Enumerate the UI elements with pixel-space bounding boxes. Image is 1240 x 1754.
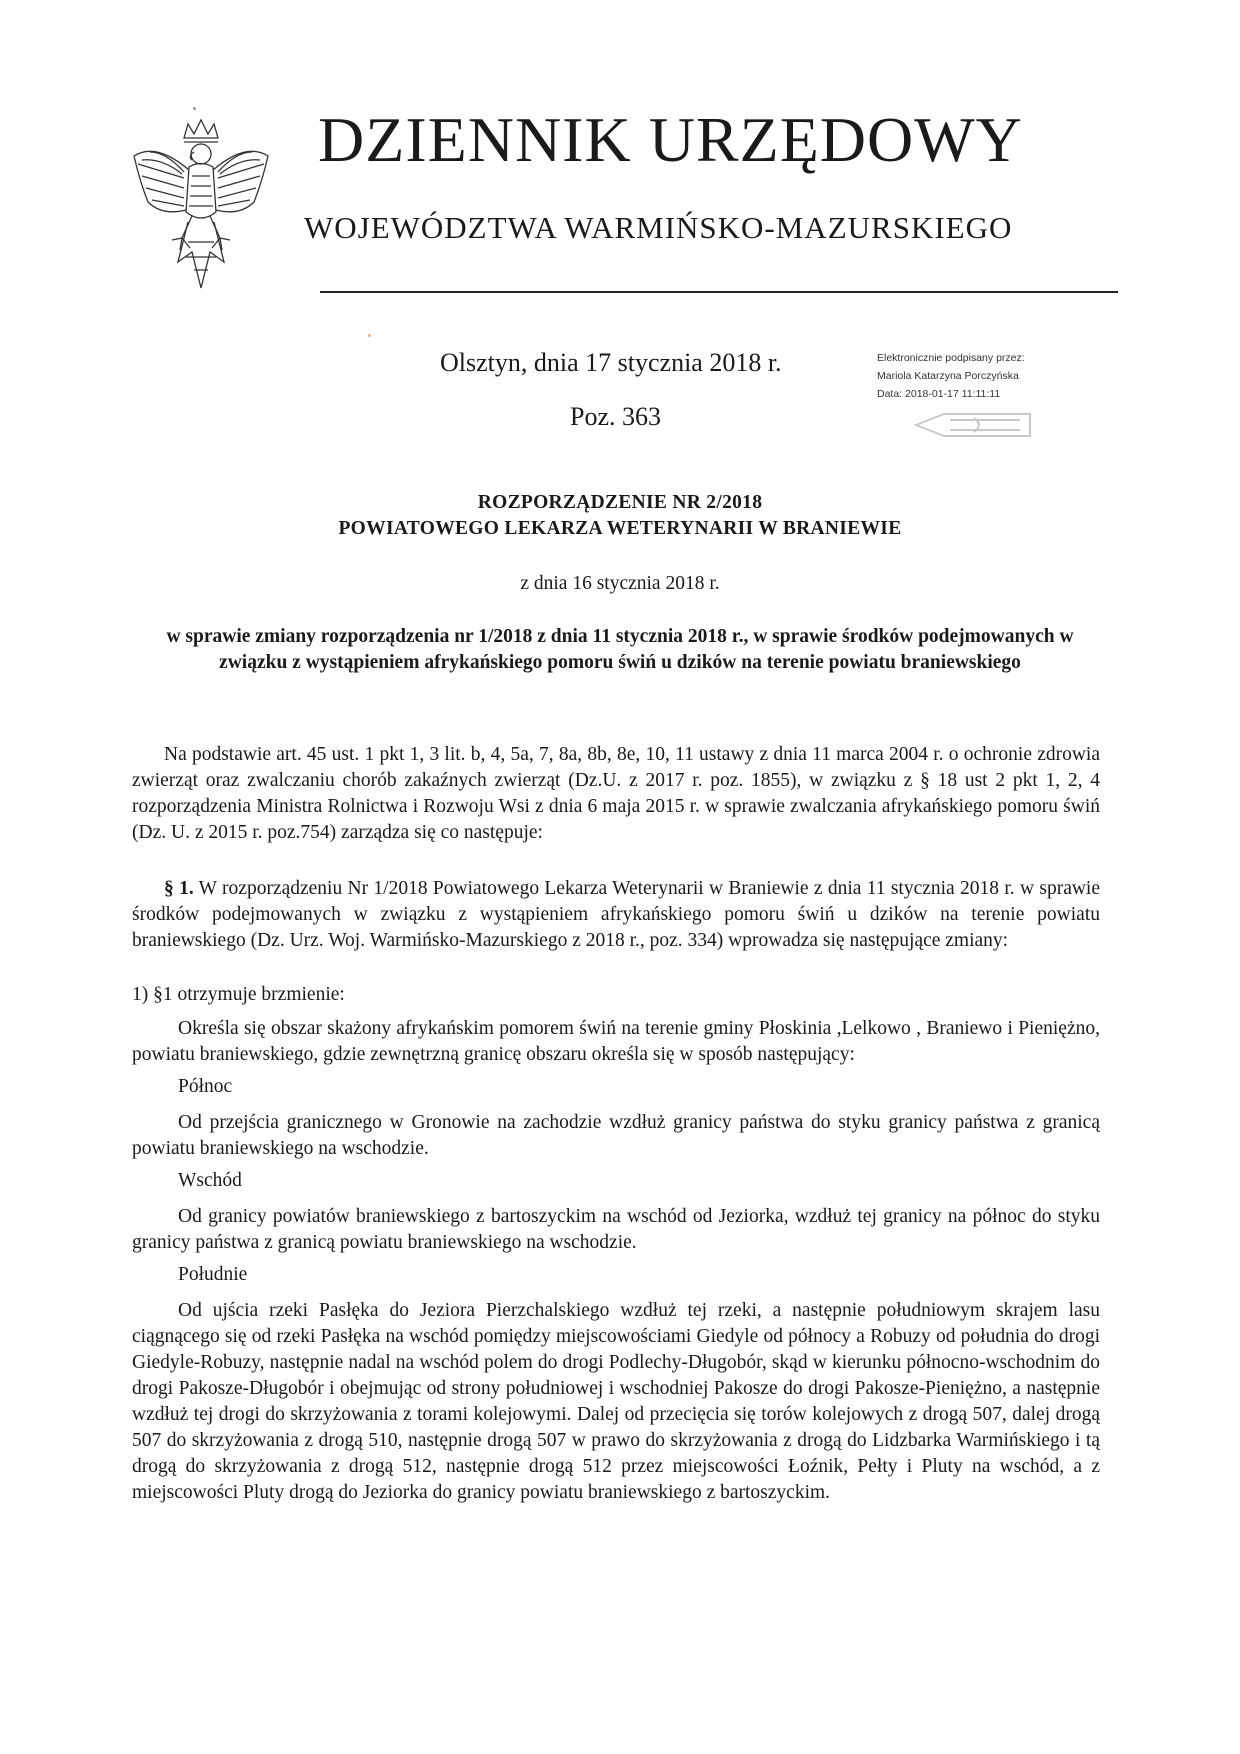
signature-line-signed-by: Elektronicznie podpisany przez: <box>877 352 1025 364</box>
amendment-item-1: 1) §1 otrzymuje brzmienie: <box>132 984 345 1005</box>
journal-title: DZIENNIK URZĘDOWY <box>318 104 1023 175</box>
place-date: Olsztyn, dnia 17 stycznia 2018 r. <box>440 348 782 377</box>
electronic-signature-block <box>877 349 1092 403</box>
journal-subtitle: WOJEWÓDZTWA WARMIŃSKO-MAZURSKIEGO <box>304 210 1013 245</box>
signature-line-signer: Mariola Katarzyna Porczyńska <box>877 370 1019 382</box>
section-1-paragraph <box>132 876 1100 954</box>
position-number: Poz. 363 <box>570 402 661 431</box>
south-label: Południe <box>178 1264 248 1285</box>
act-issuer: POWIATOWEGO LEKARZA WETERYNARII W BRANIEWIE <box>338 518 902 539</box>
section-1-mark: § 1. <box>164 878 194 899</box>
section-1-text: W rozporządzeniu Nr 1/2018 Powiatowego Lekarza Weterynarii w Braniewie z dnia 11 stycznia 2018 r. w sprawie środków podejmowanych w związku z wystąpieniem afrykańskiego pomoru świń u dzików na terenie powiatu braniewskiego (Dz. Urz. Woj. Warmińsko-Mazurskiego z 2018 r., poz. 334) wprowadza się następujące zmiany: <box>132 878 1100 951</box>
legal-basis-paragraph: Na podstawie art. 45 ust. 1 pkt 1, 3 lit. b, 4, 5a, 7, 8a, 8b, 8e, 10, 11 ustawy z dnia 11 marca 2004 r. o ochronie zdrowia zwierząt oraz zwalczaniu chorób zakaźnych zwierząt (Dz.U. z 2017 r. poz. 1855), w związku z § 18 ust 2 pkt 1, 2, 4 rozporządzenia Ministra Rolnictwa i Rozwoju Wsi z dnia 6 maja 2015 r. w sprawie zwalczania afrykańskiego pomoru świń (Dz. U. z 2015 r. poz.754) zarządza się co następuje: <box>132 744 1100 843</box>
act-subject: w sprawie zmiany rozporządzenia nr 1/2018 z dnia 11 stycznia 2018 r., w sprawie środków podejmowanych w związku z wystąpieniem afrykańskiego pomoru świń u dzików na terenie powiatu braniewskiego <box>166 626 1074 673</box>
signature-stamp-icon <box>910 410 1040 440</box>
east-label: Wschód <box>178 1170 242 1191</box>
north-label: Północ <box>178 1076 233 1097</box>
scan-speck <box>368 334 371 337</box>
act-type: ROZPORZĄDZENIE NR 2/2018 <box>477 492 763 513</box>
act-date: z dnia 16 stycznia 2018 r. <box>520 573 720 594</box>
polish-eagle-emblem-icon <box>126 112 276 294</box>
south-paragraph: Od ujścia rzeki Pasłęka do Jeziora Pierzchalskiego wzdłuż tej rzeki, a następnie południowym skrajem lasu ciągnącego się od rzeki Pasłęka na wschód pomiędzy miejscowościami Giedyle od północy a Robuzy od południa do drogi Giedyle-Robuzy, następnie nadal na wschód polem do drogi Podlechy-Długobór, skąd w kierunku północno-wschodnim do drogi Pakosze-Długobór i obejmując od strony południowej i wschodniej Pakosze do drogi Pakosze-Pieniężno, a następnie wzdłuż tej drogi do skrzyżowania z torami kolejowymi. Dalej od przecięcia się torów kolejowych z drogą 507, dalej drogą 507 do skrzyżowania z drogą 510, następnie drogą 507 w prawo do skrzyżowania z drogą do Lidzbarka Warmińskiego i tą drogą do skrzyżowania z drogą 512, następnie drogą 512 przez miejscowości Łoźnik, Pełty i Pluty na wschód, a z miejscowości Pluty drogą do Jeziorka do granicy powiatu braniewskiego z bartoszyckim. <box>132 1300 1100 1503</box>
scan-speck <box>193 107 196 110</box>
north-paragraph: Od przejścia granicznego w Gronowie na zachodzie wzdłuż granicy państwa do styku granicy państwa z granicą powiatu braniewskiego na wschodzie. <box>132 1112 1100 1159</box>
east-paragraph: Od granicy powiatów braniewskiego z bartoszyckim na wschód od Jeziorka, wzdłuż tej granicy na północ do styku granicy państwa z granicą powiatu braniewskiego na wschodzie. <box>132 1206 1100 1253</box>
area-intro-paragraph: Określa się obszar skażony afrykańskim pomorem świń na terenie gminy Płoskinia ,Lelkowo , Braniewo i Pieniężno, powiatu braniewskiego, gdzie zewnętrzną granicę obszaru określa się w sposób następujący: <box>132 1018 1100 1065</box>
signature-line-date: Data: 2018-01-17 11:11:11 <box>877 388 1001 400</box>
header-divider <box>320 291 1118 293</box>
